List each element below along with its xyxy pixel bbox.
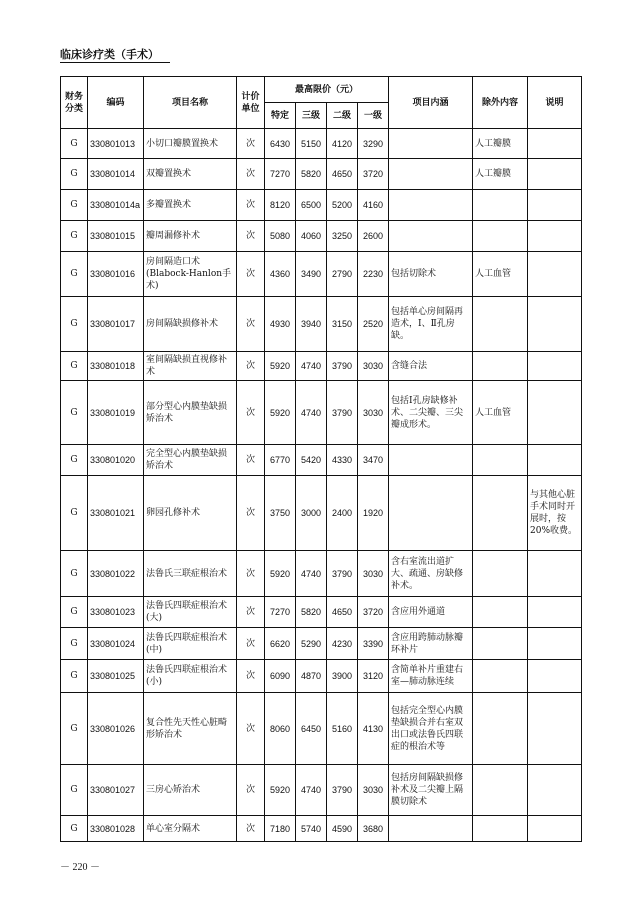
cell-category: G bbox=[61, 252, 88, 297]
cell-price-tier1: 3390 bbox=[358, 628, 389, 660]
table-row bbox=[61, 252, 582, 297]
cell-price-tier2: 3150 bbox=[327, 297, 358, 352]
cell-notes bbox=[528, 221, 582, 252]
cell-category: G bbox=[61, 381, 88, 445]
header-max-price: 最高限价（元） bbox=[265, 77, 389, 103]
table-row bbox=[61, 445, 582, 476]
cell-name: 单心室分隔术 bbox=[144, 816, 237, 842]
fee-table bbox=[60, 76, 582, 842]
page-number: － 220 － bbox=[60, 862, 100, 873]
cell-price-tier1: 2230 bbox=[358, 252, 389, 297]
header-tier-special: 特定 bbox=[265, 103, 296, 129]
cell-name: 部分型心内膜垫缺损矫治术 bbox=[144, 381, 237, 445]
table-row bbox=[61, 381, 582, 445]
cell-name: 卵园孔修补术 bbox=[144, 476, 237, 551]
cell-category: G bbox=[61, 129, 88, 159]
cell-category: G bbox=[61, 628, 88, 660]
cell-price-tier1: 3290 bbox=[358, 129, 389, 159]
cell-name: 法鲁氏三联症根治术 bbox=[144, 551, 237, 597]
cell-code: 330801028 bbox=[88, 816, 144, 842]
cell-category: G bbox=[61, 352, 88, 381]
table-row bbox=[61, 628, 582, 660]
cell-price-special: 5920 bbox=[265, 765, 296, 816]
cell-code: 330801019 bbox=[88, 381, 144, 445]
cell-name: 小切口瓣膜置换术 bbox=[144, 129, 237, 159]
cell-name: 双瓣置换术 bbox=[144, 159, 237, 190]
cell-excluded bbox=[473, 551, 528, 597]
cell-content: 含缝合法 bbox=[389, 352, 473, 381]
cell-price-tier3: 4870 bbox=[296, 660, 327, 693]
cell-content: 含应用外通道 bbox=[389, 597, 473, 628]
cell-price-tier2: 4650 bbox=[327, 159, 358, 190]
table-row bbox=[61, 159, 582, 190]
header-content: 项目内涵 bbox=[389, 77, 473, 129]
cell-price-tier1: 3720 bbox=[358, 159, 389, 190]
cell-price-special: 7270 bbox=[265, 159, 296, 190]
cell-unit: 次 bbox=[237, 190, 265, 221]
cell-excluded bbox=[473, 693, 528, 765]
cell-price-special: 4360 bbox=[265, 252, 296, 297]
cell-price-tier2: 3790 bbox=[327, 381, 358, 445]
cell-name: 房间隔缺损修补术 bbox=[144, 297, 237, 352]
cell-price-special: 6770 bbox=[265, 445, 296, 476]
cell-price-tier3: 5420 bbox=[296, 445, 327, 476]
cell-price-tier3: 5290 bbox=[296, 628, 327, 660]
cell-excluded: 人工瓣膜 bbox=[473, 159, 528, 190]
cell-price-tier2: 4650 bbox=[327, 597, 358, 628]
cell-price-tier3: 4060 bbox=[296, 221, 327, 252]
cell-category: G bbox=[61, 660, 88, 693]
cell-content bbox=[389, 445, 473, 476]
cell-price-tier2: 3900 bbox=[327, 660, 358, 693]
cell-price-special: 7270 bbox=[265, 597, 296, 628]
cell-content bbox=[389, 159, 473, 190]
cell-name: 完全型心内膜垫缺损矫治术 bbox=[144, 445, 237, 476]
cell-code: 330801018 bbox=[88, 352, 144, 381]
cell-price-tier2: 4120 bbox=[327, 129, 358, 159]
table-row bbox=[61, 476, 582, 551]
cell-excluded bbox=[473, 765, 528, 816]
cell-price-tier2: 3250 bbox=[327, 221, 358, 252]
cell-notes bbox=[528, 352, 582, 381]
cell-code: 330801026 bbox=[88, 693, 144, 765]
cell-price-tier1: 3120 bbox=[358, 660, 389, 693]
cell-code: 330801016 bbox=[88, 252, 144, 297]
cell-content: 包括Ⅰ孔房缺修补术、二尖瓣、三尖瓣成形术。 bbox=[389, 381, 473, 445]
table-row bbox=[61, 660, 582, 693]
cell-category: G bbox=[61, 816, 88, 842]
cell-price-special: 6430 bbox=[265, 129, 296, 159]
cell-price-tier3: 4740 bbox=[296, 765, 327, 816]
cell-price-tier3: 4740 bbox=[296, 551, 327, 597]
cell-price-tier2: 4330 bbox=[327, 445, 358, 476]
header-notes: 说明 bbox=[528, 77, 582, 129]
cell-content: 包括单心房间隔再造术，Ⅰ、Ⅱ孔房缺。 bbox=[389, 297, 473, 352]
cell-notes bbox=[528, 252, 582, 297]
header-excluded: 除外内容 bbox=[473, 77, 528, 129]
cell-unit: 次 bbox=[237, 597, 265, 628]
cell-price-tier3: 5740 bbox=[296, 816, 327, 842]
cell-price-tier3: 3940 bbox=[296, 297, 327, 352]
cell-category: G bbox=[61, 221, 88, 252]
cell-name: 法鲁氏四联症根治术(中) bbox=[144, 628, 237, 660]
cell-code: 330801025 bbox=[88, 660, 144, 693]
cell-price-tier2: 3790 bbox=[327, 765, 358, 816]
table-header bbox=[61, 77, 582, 129]
cell-price-tier1: 3030 bbox=[358, 551, 389, 597]
table-row bbox=[61, 297, 582, 352]
cell-unit: 次 bbox=[237, 221, 265, 252]
header-tier-1: 一级 bbox=[358, 103, 389, 129]
cell-code: 330801027 bbox=[88, 765, 144, 816]
cell-excluded bbox=[473, 660, 528, 693]
header-tier-3: 三级 bbox=[296, 103, 327, 129]
cell-content bbox=[389, 221, 473, 252]
cell-price-tier1: 3680 bbox=[358, 816, 389, 842]
cell-price-tier2: 2400 bbox=[327, 476, 358, 551]
cell-content: 包括切除术 bbox=[389, 252, 473, 297]
cell-price-special: 8060 bbox=[265, 693, 296, 765]
cell-price-tier1: 3030 bbox=[358, 765, 389, 816]
header-category: 财务分类 bbox=[61, 77, 88, 129]
cell-name: 房间隔造口术(Blabock-Hanlon手术) bbox=[144, 252, 237, 297]
cell-price-tier2: 4590 bbox=[327, 816, 358, 842]
cell-notes bbox=[528, 190, 582, 221]
cell-price-tier1: 2520 bbox=[358, 297, 389, 352]
cell-category: G bbox=[61, 159, 88, 190]
table-row bbox=[61, 597, 582, 628]
cell-price-tier2: 3790 bbox=[327, 352, 358, 381]
table-row bbox=[61, 221, 582, 252]
cell-price-special: 3750 bbox=[265, 476, 296, 551]
cell-name: 室间隔缺损直视修补术 bbox=[144, 352, 237, 381]
cell-price-tier2: 2790 bbox=[327, 252, 358, 297]
cell-price-tier2: 5200 bbox=[327, 190, 358, 221]
cell-unit: 次 bbox=[237, 297, 265, 352]
cell-code: 330801022 bbox=[88, 551, 144, 597]
cell-name: 多瓣置换术 bbox=[144, 190, 237, 221]
cell-price-tier3: 5820 bbox=[296, 159, 327, 190]
cell-category: G bbox=[61, 551, 88, 597]
cell-notes bbox=[528, 129, 582, 159]
cell-notes bbox=[528, 445, 582, 476]
cell-excluded: 人工血管 bbox=[473, 381, 528, 445]
cell-price-special: 5920 bbox=[265, 551, 296, 597]
cell-content: 包括完全型心内膜垫缺损合并右室双出口或法鲁氏四联症的根治术等 bbox=[389, 693, 473, 765]
cell-price-tier1: 3030 bbox=[358, 381, 389, 445]
cell-price-tier1: 4130 bbox=[358, 693, 389, 765]
header-tier-2: 二级 bbox=[327, 103, 358, 129]
cell-excluded bbox=[473, 297, 528, 352]
cell-price-tier2: 3790 bbox=[327, 551, 358, 597]
cell-price-special: 5920 bbox=[265, 381, 296, 445]
table-body bbox=[61, 129, 582, 842]
cell-notes bbox=[528, 597, 582, 628]
cell-price-tier1: 3720 bbox=[358, 597, 389, 628]
cell-notes bbox=[528, 660, 582, 693]
cell-unit: 次 bbox=[237, 660, 265, 693]
cell-name: 法鲁氏四联症根治术(小) bbox=[144, 660, 237, 693]
cell-price-tier3: 5150 bbox=[296, 129, 327, 159]
cell-notes bbox=[528, 628, 582, 660]
cell-price-special: 8120 bbox=[265, 190, 296, 221]
cell-unit: 次 bbox=[237, 476, 265, 551]
cell-unit: 次 bbox=[237, 693, 265, 765]
cell-price-tier2: 5160 bbox=[327, 693, 358, 765]
cell-content bbox=[389, 476, 473, 551]
cell-unit: 次 bbox=[237, 252, 265, 297]
cell-price-tier3: 4740 bbox=[296, 381, 327, 445]
cell-notes bbox=[528, 693, 582, 765]
header-code: 编码 bbox=[88, 77, 144, 129]
cell-content bbox=[389, 816, 473, 842]
cell-unit: 次 bbox=[237, 352, 265, 381]
cell-code: 330801021 bbox=[88, 476, 144, 551]
cell-excluded bbox=[473, 352, 528, 381]
cell-price-special: 6620 bbox=[265, 628, 296, 660]
cell-category: G bbox=[61, 693, 88, 765]
cell-price-special: 6090 bbox=[265, 660, 296, 693]
cell-price-special: 7180 bbox=[265, 816, 296, 842]
cell-excluded bbox=[473, 628, 528, 660]
cell-code: 330801017 bbox=[88, 297, 144, 352]
cell-code: 330801024 bbox=[88, 628, 144, 660]
cell-category: G bbox=[61, 190, 88, 221]
section-title: 临床诊疗类（手术） bbox=[60, 48, 159, 61]
cell-price-tier1: 1920 bbox=[358, 476, 389, 551]
table-row bbox=[61, 693, 582, 765]
cell-price-special: 4930 bbox=[265, 297, 296, 352]
cell-price-tier3: 6500 bbox=[296, 190, 327, 221]
table-row bbox=[61, 129, 582, 159]
title-underline bbox=[60, 62, 170, 63]
cell-excluded bbox=[473, 476, 528, 551]
cell-notes: 与其他心脏手术同时开展时，按20%收费。 bbox=[528, 476, 582, 551]
cell-code: 330801015 bbox=[88, 221, 144, 252]
cell-name: 复合性先天性心脏畸形矫治术 bbox=[144, 693, 237, 765]
cell-unit: 次 bbox=[237, 159, 265, 190]
cell-content: 含应用跨肺动脉瓣环补片 bbox=[389, 628, 473, 660]
cell-category: G bbox=[61, 597, 88, 628]
table-row bbox=[61, 765, 582, 816]
cell-price-tier3: 3490 bbox=[296, 252, 327, 297]
cell-name: 瓣周漏修补术 bbox=[144, 221, 237, 252]
cell-content: 包括房间隔缺损修补术及二尖瓣上隔膜切除术 bbox=[389, 765, 473, 816]
cell-notes bbox=[528, 551, 582, 597]
cell-price-special: 5080 bbox=[265, 221, 296, 252]
cell-content: 含右室流出道扩大、疏通、房缺修补术。 bbox=[389, 551, 473, 597]
cell-content bbox=[389, 190, 473, 221]
cell-notes bbox=[528, 765, 582, 816]
table-row bbox=[61, 551, 582, 597]
cell-content: 含简单补片重建右室—肺动脉连续 bbox=[389, 660, 473, 693]
cell-content bbox=[389, 129, 473, 159]
cell-category: G bbox=[61, 445, 88, 476]
cell-code: 330801023 bbox=[88, 597, 144, 628]
cell-price-tier2: 4230 bbox=[327, 628, 358, 660]
table-row bbox=[61, 816, 582, 842]
table-row bbox=[61, 352, 582, 381]
cell-code: 330801014a bbox=[88, 190, 144, 221]
cell-unit: 次 bbox=[237, 628, 265, 660]
cell-unit: 次 bbox=[237, 381, 265, 445]
cell-code: 330801014 bbox=[88, 159, 144, 190]
cell-notes bbox=[528, 159, 582, 190]
cell-category: G bbox=[61, 297, 88, 352]
cell-name: 三房心矫治术 bbox=[144, 765, 237, 816]
cell-price-tier1: 3470 bbox=[358, 445, 389, 476]
cell-notes bbox=[528, 816, 582, 842]
header-unit: 计价单位 bbox=[237, 77, 265, 129]
cell-price-tier1: 3030 bbox=[358, 352, 389, 381]
cell-excluded bbox=[473, 816, 528, 842]
header-name: 项目名称 bbox=[144, 77, 237, 129]
cell-price-tier1: 4160 bbox=[358, 190, 389, 221]
cell-code: 330801013 bbox=[88, 129, 144, 159]
cell-price-tier3: 5820 bbox=[296, 597, 327, 628]
cell-unit: 次 bbox=[237, 765, 265, 816]
cell-price-tier1: 2600 bbox=[358, 221, 389, 252]
cell-unit: 次 bbox=[237, 445, 265, 476]
cell-code: 330801020 bbox=[88, 445, 144, 476]
cell-price-tier3: 4740 bbox=[296, 352, 327, 381]
cell-name: 法鲁氏四联症根治术(大) bbox=[144, 597, 237, 628]
cell-price-tier3: 3000 bbox=[296, 476, 327, 551]
table-row bbox=[61, 190, 582, 221]
cell-category: G bbox=[61, 476, 88, 551]
cell-excluded: 人工瓣膜 bbox=[473, 129, 528, 159]
cell-price-special: 5920 bbox=[265, 352, 296, 381]
cell-notes bbox=[528, 297, 582, 352]
cell-unit: 次 bbox=[237, 816, 265, 842]
cell-excluded bbox=[473, 221, 528, 252]
cell-excluded: 人工血管 bbox=[473, 252, 528, 297]
cell-price-tier3: 6450 bbox=[296, 693, 327, 765]
cell-notes bbox=[528, 381, 582, 445]
cell-category: G bbox=[61, 765, 88, 816]
cell-unit: 次 bbox=[237, 551, 265, 597]
cell-excluded bbox=[473, 445, 528, 476]
cell-unit: 次 bbox=[237, 129, 265, 159]
cell-excluded bbox=[473, 190, 528, 221]
cell-excluded bbox=[473, 597, 528, 628]
